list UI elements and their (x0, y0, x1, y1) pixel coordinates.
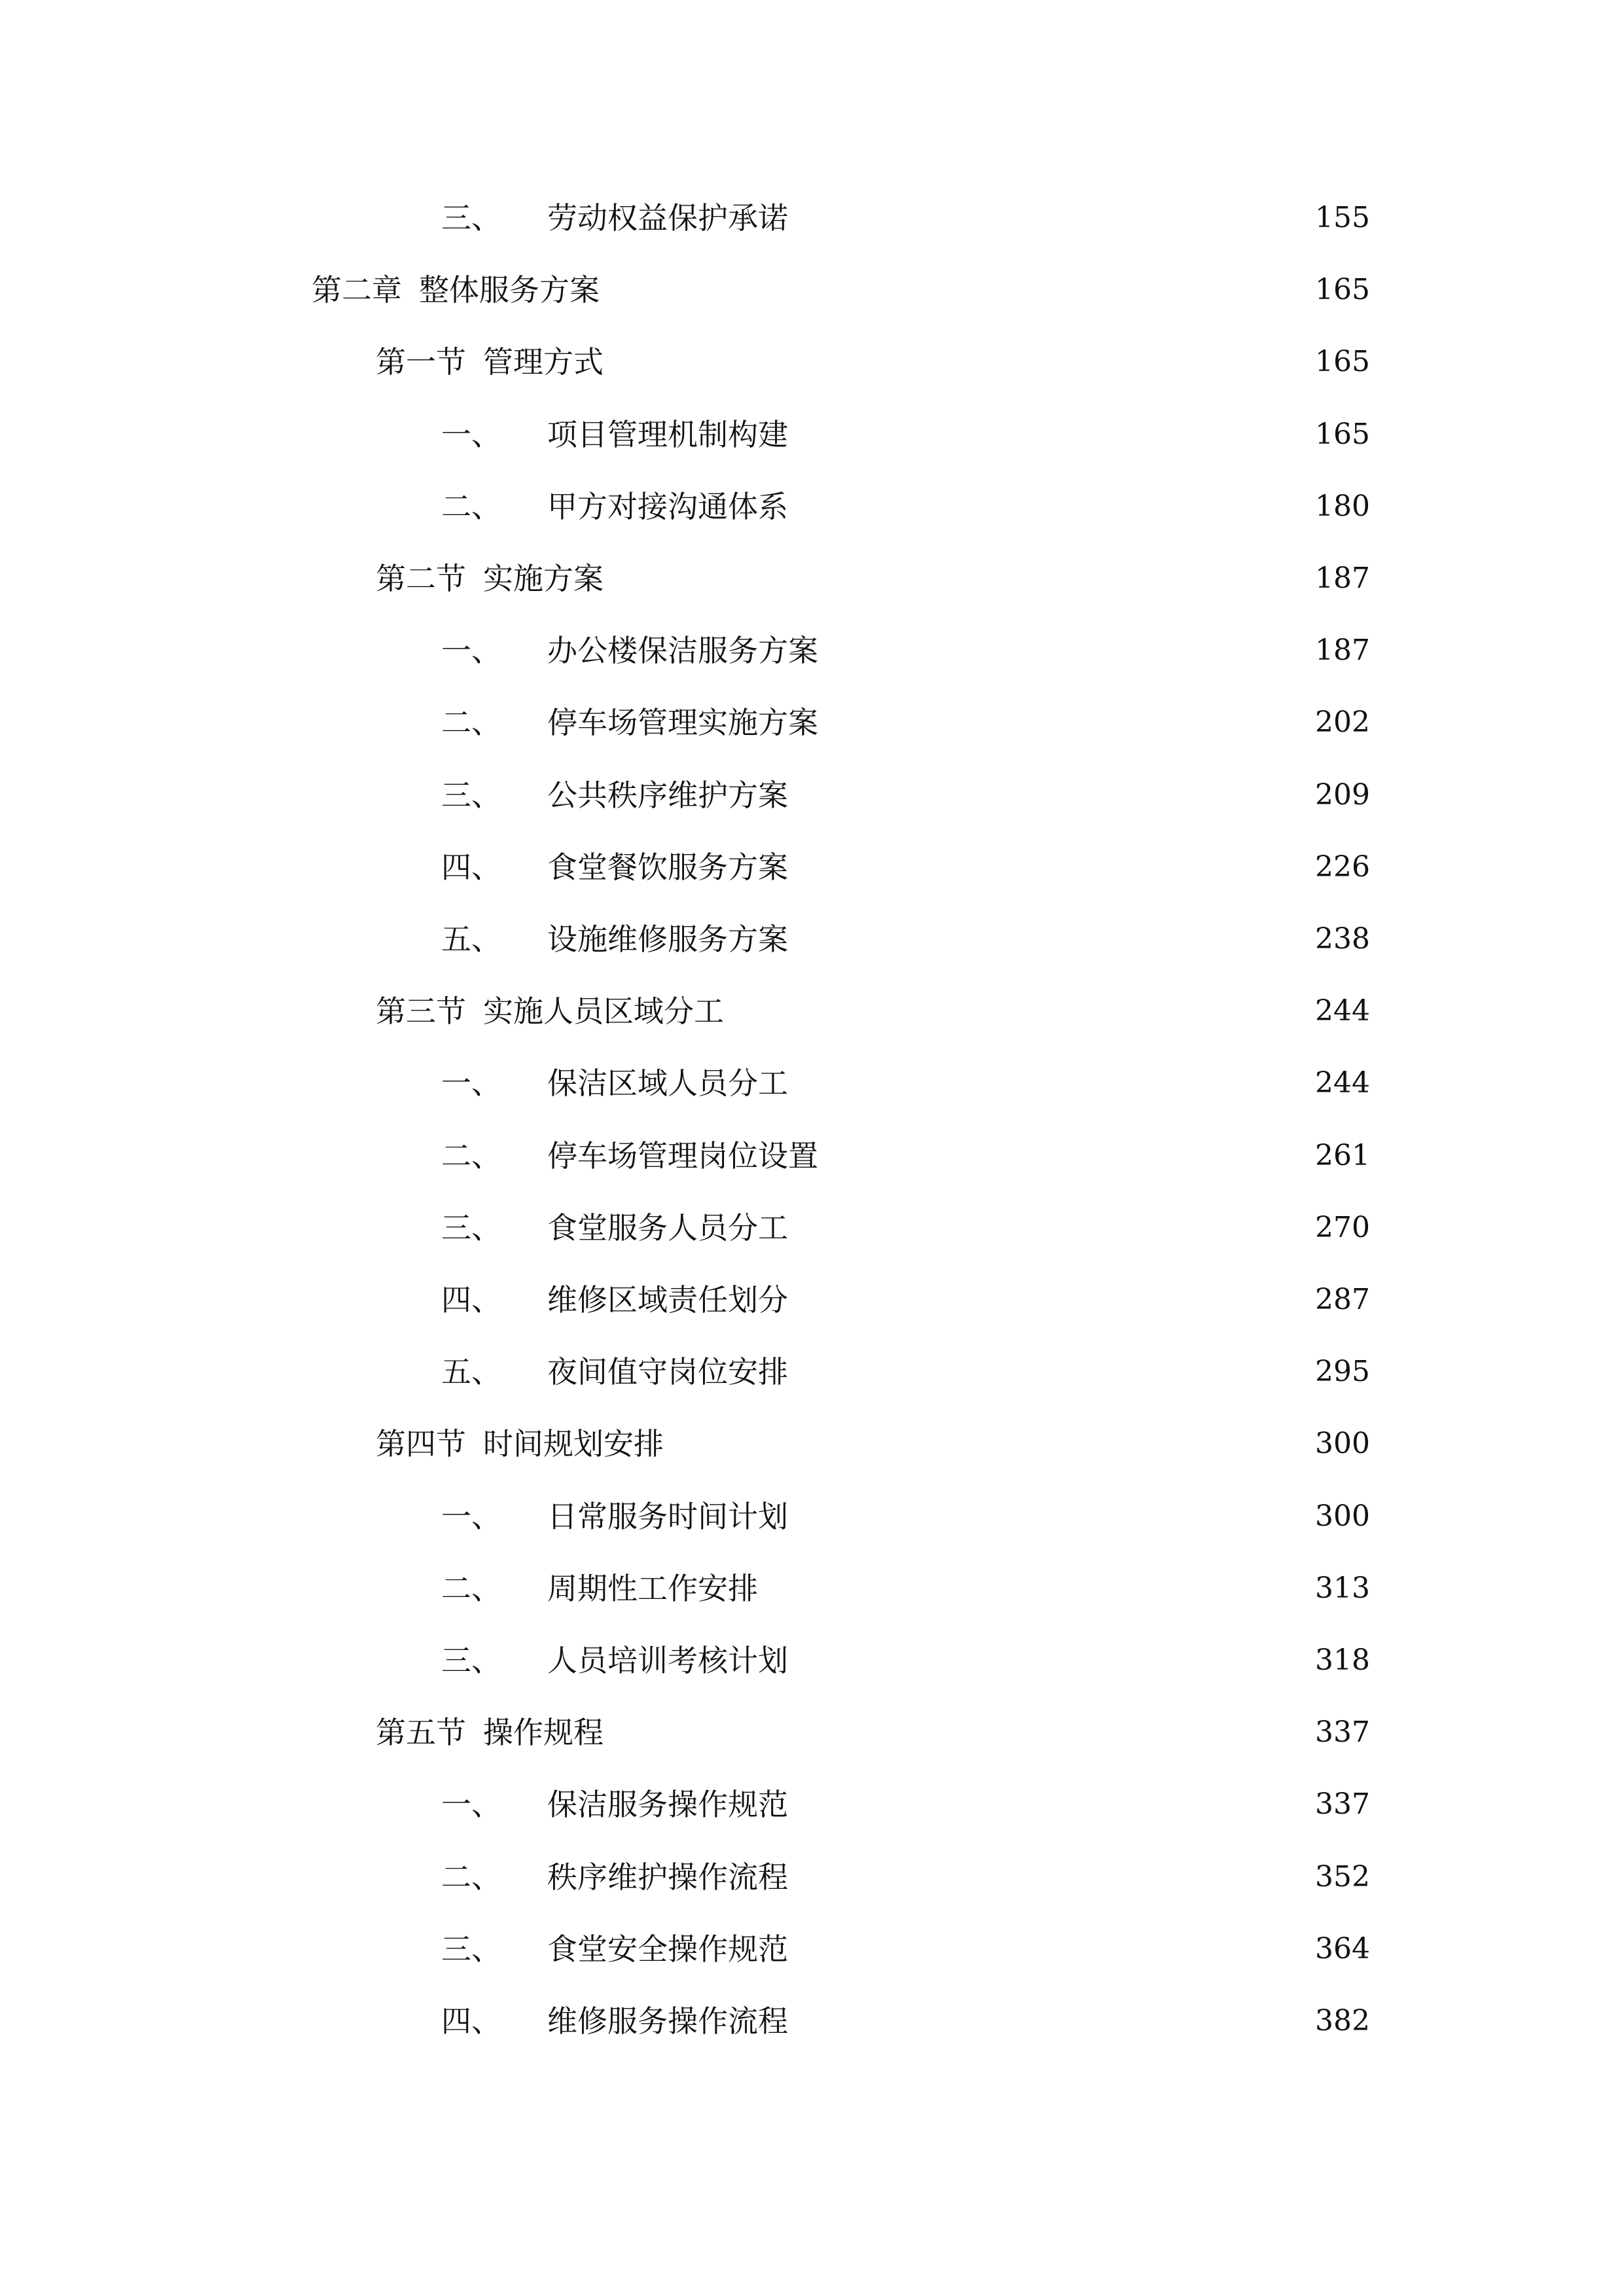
toc-entry[interactable] (441, 913, 1370, 965)
toc-entry-page-number: 180 (1315, 489, 1370, 523)
toc-entry-page-number: 270 (1315, 1210, 1370, 1244)
toc-entry-page-number: 364 (1315, 1931, 1370, 1965)
toc-dot-leader (673, 1418, 1305, 1470)
toc-entry-title: 停车场管理岗位设置 (547, 1138, 818, 1174)
toc-entry-number: 一、 (441, 1787, 501, 1823)
toc-entry-page-number: 202 (1315, 706, 1370, 740)
toc-dot-leader (767, 1562, 1305, 1615)
toc-dot-leader (609, 264, 1305, 316)
toc-entry[interactable] (441, 1851, 1370, 1903)
toc-entry-label (441, 1995, 788, 2047)
toc-entry[interactable] (441, 1130, 1370, 1182)
toc-entry-number: 五、 (441, 922, 501, 957)
toc-entry[interactable] (441, 1057, 1370, 1109)
toc-entry[interactable] (376, 1418, 1370, 1470)
toc-entry-title: 周期性工作安排 (547, 1570, 758, 1606)
toc-entry-label (441, 1274, 788, 1326)
toc-entry-label (441, 1634, 788, 1687)
toc-entry-label (441, 1202, 788, 1254)
toc-entry-title: 保洁区域人员分工 (547, 1066, 788, 1102)
toc-entry-number: 二、 (441, 1859, 501, 1895)
toc-entry-title: 食堂安全操作规范 (547, 1931, 788, 1967)
toc-entry-number: 第二章 (312, 272, 402, 308)
toc-dot-leader (613, 336, 1305, 388)
toc-entry[interactable] (376, 552, 1370, 605)
toc-entry-title: 整体服务方案 (419, 272, 600, 308)
toc-entry-page-number: 261 (1315, 1138, 1370, 1172)
toc-entry-number: 三、 (441, 777, 501, 813)
toc-entry[interactable] (441, 1995, 1370, 2047)
toc-entry-title: 劳动权益保护承诺 (547, 200, 788, 236)
toc-entry-title: 维修服务操作流程 (547, 2003, 788, 2039)
toc-entry[interactable] (312, 264, 1370, 316)
toc-entry-label (376, 552, 604, 605)
toc-entry-title: 操作规程 (483, 1715, 604, 1751)
toc-entry-page-number: 165 (1315, 273, 1370, 307)
toc-entry[interactable] (441, 1923, 1370, 1975)
toc-dot-leader (797, 1057, 1305, 1109)
toc-entry-label (441, 1057, 788, 1109)
toc-entry-title: 时间规划安排 (483, 1426, 664, 1462)
toc-dot-leader (797, 1202, 1305, 1254)
toc-dot-leader (797, 841, 1305, 893)
toc-dot-leader (827, 624, 1305, 677)
toc-entry-page-number: 287 (1315, 1283, 1370, 1316)
toc-dot-leader (827, 1130, 1305, 1182)
toc-entry-title: 秩序维护操作流程 (547, 1859, 788, 1895)
toc-entry-number: 四、 (441, 849, 501, 885)
toc-entry-number: 第五节 (376, 1715, 466, 1751)
toc-entry[interactable] (441, 1490, 1370, 1543)
toc-entry[interactable] (441, 480, 1370, 533)
toc-entry-label (376, 1706, 604, 1759)
toc-entry-page-number: 226 (1315, 850, 1370, 884)
toc-entry-number: 四、 (441, 2003, 501, 2039)
toc-dot-leader (797, 1851, 1305, 1903)
toc-entry[interactable] (376, 336, 1370, 388)
toc-entry-title: 维修区域责任划分 (547, 1282, 788, 1318)
toc-entry-number: 第二节 (376, 561, 466, 596)
toc-entry-label (376, 985, 724, 1037)
toc-entry-page-number: 300 (1315, 1499, 1370, 1533)
toc-entry-label (441, 769, 788, 821)
toc-entry-page-number: 165 (1315, 417, 1370, 451)
toc-entry[interactable] (441, 696, 1370, 749)
toc-entry-label (441, 1562, 758, 1615)
toc-dot-leader (797, 480, 1305, 533)
toc-entry-label (441, 696, 818, 749)
toc-entry-number: 四、 (441, 1282, 501, 1318)
toc-dot-leader (797, 1778, 1305, 1831)
toc-entry-title: 日常服务时间计划 (547, 1498, 788, 1534)
toc-entry-page-number: 155 (1315, 201, 1370, 234)
toc-entry[interactable] (441, 769, 1370, 821)
toc-entry-page-number: 165 (1315, 345, 1370, 379)
toc-entry[interactable] (441, 1202, 1370, 1254)
toc-entry-number: 三、 (441, 200, 501, 236)
toc-dot-leader (797, 1490, 1305, 1543)
toc-dot-leader (797, 1634, 1305, 1687)
toc-dot-leader (733, 985, 1305, 1037)
toc-entry-title: 停车场管理实施方案 (547, 705, 818, 741)
toc-entry-title: 夜间值守岗位安排 (547, 1354, 788, 1390)
toc-entry-label (441, 913, 788, 965)
toc-dot-leader (797, 1995, 1305, 2047)
toc-entry-label (441, 192, 788, 244)
toc-dot-leader (797, 1923, 1305, 1975)
toc-entry-label (376, 1418, 664, 1470)
toc-entry-page-number: 238 (1315, 922, 1370, 956)
toc-entry-number: 第四节 (376, 1426, 466, 1462)
toc-entry[interactable] (441, 624, 1370, 677)
toc-entry-page-number: 337 (1315, 1787, 1370, 1821)
toc-entry-number: 一、 (441, 1066, 501, 1102)
toc-entry[interactable] (376, 985, 1370, 1037)
toc-entry-page-number: 244 (1315, 994, 1370, 1028)
toc-entry-number: 第一节 (376, 344, 466, 380)
toc-entry-number: 三、 (441, 1643, 501, 1678)
toc-entry-page-number: 382 (1315, 2004, 1370, 2037)
toc-entry[interactable] (441, 1562, 1370, 1615)
toc-dot-leader (797, 408, 1305, 461)
toc-entry-label (441, 1130, 818, 1182)
toc-entry-number: 一、 (441, 416, 501, 452)
toc-dot-leader (797, 1346, 1305, 1398)
toc-entry-title: 管理方式 (483, 344, 604, 380)
toc-entry-number: 二、 (441, 705, 501, 741)
toc-entry-page-number: 187 (1315, 562, 1370, 595)
toc-entry-title: 设施维修服务方案 (547, 922, 788, 957)
toc-entry-label (441, 1923, 788, 1975)
toc-entry-label (441, 1778, 788, 1831)
toc-entry-page-number: 295 (1315, 1355, 1370, 1389)
toc-entry-label (441, 408, 788, 461)
toc-dot-leader (797, 1274, 1305, 1326)
toc-entry-title: 实施人员区域分工 (483, 994, 724, 1030)
toc-entry[interactable] (441, 408, 1370, 461)
toc-entry-page-number: 313 (1315, 1571, 1370, 1605)
toc-entry[interactable] (441, 1274, 1370, 1326)
toc-entry-number: 二、 (441, 1138, 501, 1174)
toc-entry-label (441, 624, 818, 677)
toc-entry-page-number: 337 (1315, 1715, 1370, 1749)
toc-entry-page-number: 244 (1315, 1066, 1370, 1100)
toc-entry-number: 五、 (441, 1354, 501, 1390)
toc-entry-title: 实施方案 (483, 561, 604, 596)
toc-entry[interactable] (376, 1706, 1370, 1759)
toc-entry-page-number: 187 (1315, 634, 1370, 668)
toc-entry-title: 公共秩序维护方案 (547, 777, 788, 813)
toc-entry-number: 二、 (441, 488, 501, 524)
toc-entry-label (376, 336, 604, 388)
toc-entry-page-number: 318 (1315, 1643, 1370, 1677)
toc-dot-leader (797, 192, 1305, 244)
toc-dot-leader (797, 913, 1305, 965)
toc-entry-label (441, 1346, 788, 1398)
toc-entry[interactable] (441, 1346, 1370, 1398)
toc-entry-label (312, 264, 600, 316)
toc-dot-leader (827, 696, 1305, 749)
toc-entry-label (441, 1851, 788, 1903)
toc-entry-title: 食堂服务人员分工 (547, 1210, 788, 1246)
toc-dot-leader (613, 552, 1305, 605)
toc-entry[interactable] (441, 841, 1370, 893)
toc-entry[interactable] (441, 192, 1370, 244)
toc-entry-page-number: 300 (1315, 1427, 1370, 1461)
toc-entry-page-number: 352 (1315, 1859, 1370, 1893)
toc-entry-label (441, 841, 788, 893)
toc-dot-leader (797, 769, 1305, 821)
toc-entry[interactable] (441, 1634, 1370, 1687)
toc-entry-title: 人员培训考核计划 (547, 1643, 788, 1678)
toc-dot-leader (613, 1706, 1305, 1759)
toc-entry-label (441, 480, 788, 533)
toc-entry-page-number: 209 (1315, 778, 1370, 812)
toc-entry-number: 三、 (441, 1931, 501, 1967)
toc-entry[interactable] (441, 1778, 1370, 1831)
toc-entry-title: 甲方对接沟通体系 (547, 488, 788, 524)
toc-entry-number: 二、 (441, 1570, 501, 1606)
toc-entry-title: 保洁服务操作规范 (547, 1787, 788, 1823)
toc-entry-label (441, 1490, 788, 1543)
toc-entry-number: 一、 (441, 1498, 501, 1534)
toc-entry-title: 项目管理机制构建 (547, 416, 788, 452)
toc-entry-number: 一、 (441, 633, 501, 669)
toc-entry-title: 办公楼保洁服务方案 (547, 633, 818, 669)
toc-entry-number: 第三节 (376, 994, 466, 1030)
toc-entry-number: 三、 (441, 1210, 501, 1246)
toc-entry-title: 食堂餐饮服务方案 (547, 849, 788, 885)
